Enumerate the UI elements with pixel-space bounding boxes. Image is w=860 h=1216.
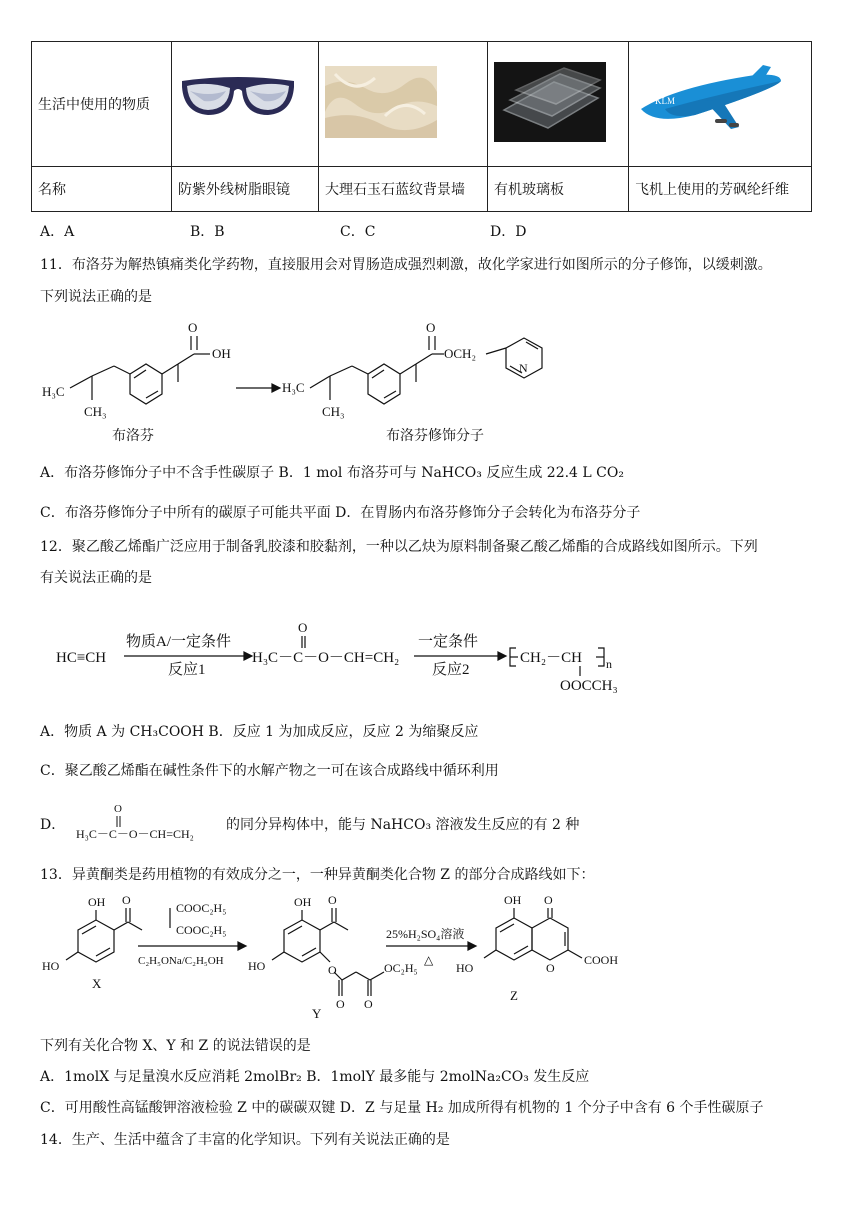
materials-table	[31, 41, 812, 212]
reagent-bottom: C₂H₅ONa/C₂H₅OH	[138, 955, 224, 967]
label-ibuprofen: 布洛芬	[112, 429, 154, 444]
name-cell-glasses: 防紫外线树脂眼镜	[172, 167, 319, 212]
methyl-ch3-2: CH₃	[322, 404, 345, 419]
arrow2-condition: 一定条件	[418, 634, 479, 650]
row2-label: 名称	[32, 167, 172, 212]
y-oc2h5: OC₂H₅	[384, 961, 418, 975]
methyl-h3c: H₃C	[42, 384, 65, 399]
ester-och2: OCH₂	[444, 346, 476, 361]
q12-option-c: C．聚乙酸乙烯酯在碱性条件下的水解产物之一可在该合成路线中循环利用	[40, 763, 499, 779]
q12-option-ab: A．物质 A 为 CH₃COOH B．反应 1 为加成反应，反应 2 为缩聚反应	[40, 724, 479, 740]
carbonyl-o: O	[188, 320, 198, 335]
y-o-lower2: O	[364, 997, 373, 1011]
airplane-icon	[635, 57, 787, 147]
glasses-icon	[178, 67, 298, 137]
q11-stem-line2: 下列说法正确的是	[40, 289, 152, 305]
acetylene: HC≡CH	[56, 650, 107, 666]
polymer-n: n	[606, 657, 612, 671]
label-y: Y	[312, 1006, 322, 1020]
polymer-unit: CH₂－CH	[520, 650, 582, 666]
reagent-top1: COOC₂H₅	[176, 901, 227, 915]
label-z: Z	[510, 988, 518, 1003]
z-oh: OH	[504, 893, 522, 907]
q13-stem: 13．异黄酮类是药用植物的有效成分之一，一种异黄酮类化合物 Z 的部分合成路线如下：	[40, 867, 595, 883]
z-ring-o: O	[546, 961, 555, 975]
y-ho: HO	[248, 959, 266, 973]
q10-option-a: A．A	[40, 224, 75, 240]
q13-isoflavone-scheme	[38, 892, 658, 1020]
q12-option-d-text: 的同分异构体中，能与 NaHCO₃ 溶液发生反应的有 2 种	[226, 817, 580, 833]
acrylic-sheet-icon	[494, 62, 606, 142]
carbonyl-o-2: O	[426, 320, 436, 335]
reagent2-bottom: △	[424, 953, 434, 967]
airplane-image	[629, 42, 812, 167]
q12-stem-line2: 有关说法正确的是	[40, 570, 152, 586]
glasses-image	[172, 42, 319, 167]
pyridine-n: N	[519, 361, 528, 375]
z-o: O	[544, 893, 553, 907]
marble-image	[319, 42, 488, 167]
reagent2-top: 25%H₂SO₄溶液	[386, 927, 465, 941]
vinyl-acetate-small: H₃C－C－O－CH=CH₂	[76, 827, 194, 841]
acrylic-image	[488, 42, 629, 167]
q11-ibuprofen-scheme	[40, 318, 600, 446]
x-ho: HO	[42, 959, 60, 973]
name-cell-marble: 大理石玉石蓝纹背景墙	[319, 167, 488, 212]
reagent-top2: COOC₂H₅	[176, 923, 227, 937]
vinyl-acetate-small-o: O	[114, 803, 122, 815]
q10-option-d: D．D	[490, 224, 527, 240]
q11-stem-line1: 11．布洛芬为解热镇痛类化学药物，直接服用会对胃肠造成强烈刺激，故化学家进行如图所示的分子修饰，以缓刺激。	[40, 257, 772, 273]
z-ho: HO	[456, 961, 474, 975]
q12-stem-line1: 12．聚乙酸乙烯酯广泛应用于制备乳胶漆和胶黏剂，一种以乙炔为原料制备聚乙酸乙烯酯的合成路线如图所示。下列	[40, 539, 758, 555]
methyl-h3c-2: H₃C	[282, 380, 305, 395]
label-modified: 布洛芬修饰分子	[386, 429, 484, 444]
q10-option-c: C．C	[340, 224, 376, 240]
airline-logo: KLM	[655, 96, 675, 106]
y-o-lower: O	[336, 997, 345, 1011]
vinyl-acetate-o: O	[298, 620, 308, 635]
y-ether-o: O	[328, 963, 337, 977]
q14-stem: 14．生产、生活中蕴含了丰富的化学知识。下列有关说法正确的是	[40, 1132, 450, 1148]
name-cell-fiber: 飞机上使用的芳砜纶纤维	[629, 167, 812, 212]
q12-option-d-structure	[72, 800, 222, 844]
x-oh: OH	[88, 895, 106, 909]
q13-option-cd: C．可用酸性高锰酸钾溶液检验 Z 中的碳碳双键 D．Z 与足量 H₂ 加成所得有机物的 1 个分子中含有 6 个手性碳原子	[40, 1100, 764, 1116]
vinyl-acetate: H₃C－C－O－CH=CH₂	[252, 650, 400, 666]
hydroxyl-oh: OH	[212, 346, 231, 361]
name-cell-acrylic: 有机玻璃板	[488, 167, 629, 212]
row1-label: 生活中使用的物质	[32, 42, 172, 167]
q13-question: 下列有关化合物 X、Y 和 Z 的说法错误的是	[40, 1038, 311, 1054]
arrow1-label: 反应1	[168, 662, 206, 678]
x-o: O	[122, 893, 131, 907]
methyl-ch3: CH₃	[84, 404, 107, 419]
arrow1-condition: 物质A/一定条件	[126, 634, 232, 650]
q11-option-ab: A．布洛芬修饰分子中不含手性碳原子 B．1 mol 布洛芬可与 NaHCO₃ 反应生成 22.4 L CO₂	[40, 465, 624, 481]
y-o: O	[328, 893, 337, 907]
marble-texture-icon	[325, 66, 437, 138]
q10-option-b: B．B	[190, 224, 225, 240]
q12-synthesis-scheme	[52, 618, 652, 698]
label-x: X	[92, 976, 102, 991]
z-cooh: COOH	[584, 953, 619, 967]
q12-option-d-prefix: D．	[40, 817, 66, 833]
y-oh: OH	[294, 895, 312, 909]
polymer-side: OOCCH₃	[560, 678, 618, 694]
arrow2-label: 反应2	[432, 662, 470, 678]
q11-option-cd: C．布洛芬修饰分子中所有的碳原子可能共平面 D．在胃肠内布洛芬修饰分子会转化为布洛芬分子	[40, 505, 641, 521]
q13-option-ab: A．1molX 与足量溴水反应消耗 2molBr₂ B．1molY 最多能与 2molNa₂CO₃ 发生反应	[40, 1069, 590, 1085]
